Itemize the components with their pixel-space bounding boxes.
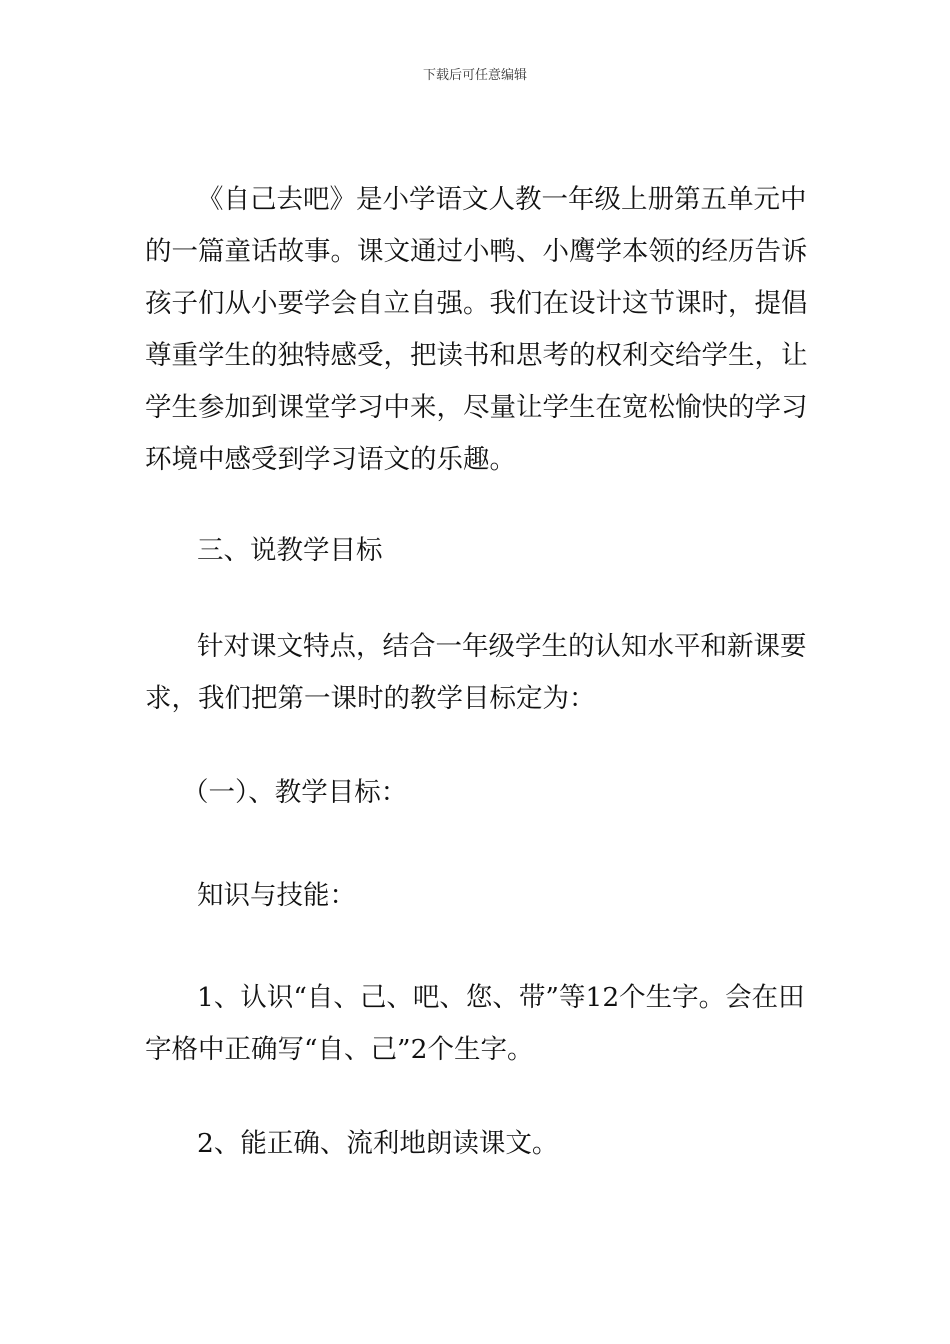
paragraph-intro-line: 学生参加到课堂学习中来，尽量让学生在宽松愉快的学习 bbox=[145, 392, 808, 423]
paragraph-objectives-line: 求，我们把第一课时的教学目标定为： bbox=[145, 683, 596, 714]
list-item-2: 2、能正确、流利地朗读课文。 bbox=[197, 1128, 559, 1159]
paragraph-intro-line: 《自己去吧》是小学语文人教一年级上册第五单元中 bbox=[197, 184, 807, 215]
section-heading: 三、说教学目标 bbox=[197, 535, 383, 566]
paragraph-intro-line: 环境中感受到学习语文的乐趣。 bbox=[145, 444, 516, 475]
paragraph-intro-line: 孩子们从小要学会自立自强。我们在设计这节课时，提倡 bbox=[145, 288, 808, 319]
paragraph-objectives-line: 针对课文特点，结合一年级学生的认知水平和新课要 bbox=[197, 631, 807, 662]
subheading-teaching-goals: （一）、教学目标： bbox=[182, 777, 408, 808]
paragraph-intro-line: 的一篇童话故事。课文通过小鸭、小鹰学本领的经历告诉 bbox=[145, 236, 808, 267]
list-item-1-line: 1、认识“自、己、吧、您、带”等12个生字。会在田 bbox=[197, 982, 805, 1013]
list-item-1-line: 字格中正确写“自、己”2个生字。 bbox=[145, 1034, 534, 1065]
subheading-knowledge-skills: 知识与技能： bbox=[197, 880, 356, 911]
paragraph-intro-line: 尊重学生的独特感受，把读书和思考的权利交给学生，让 bbox=[145, 340, 808, 371]
page-header: 下载后可任意编辑 bbox=[422, 68, 527, 83]
